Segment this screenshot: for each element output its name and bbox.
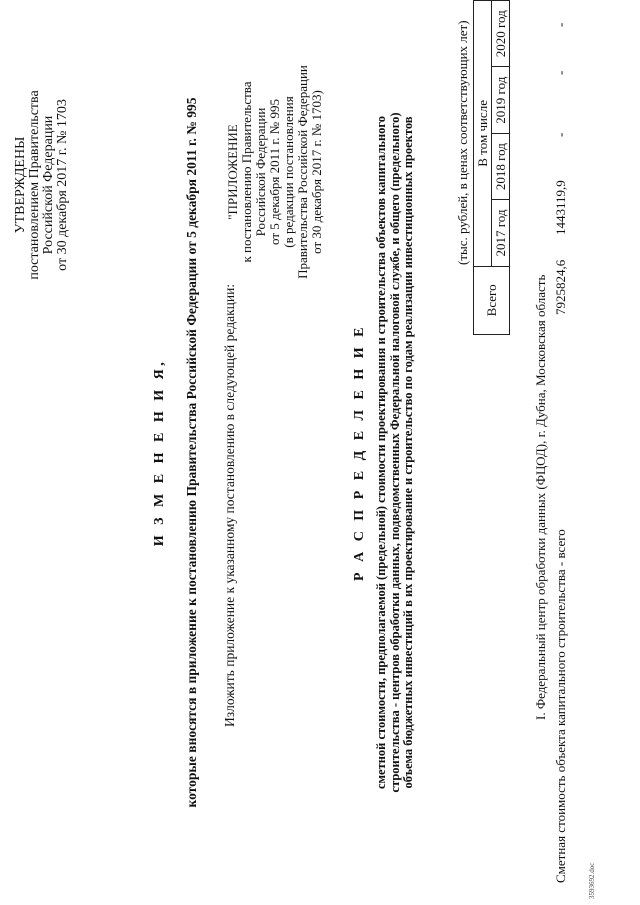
row-label: Сметная стоимость объекта капитального строительства - всего bbox=[553, 529, 568, 883]
row-value-2018: - bbox=[553, 132, 568, 137]
appendix-line: Правительства Российской Федерации bbox=[295, 65, 310, 279]
document-code: 3593692.doc bbox=[588, 862, 596, 899]
units-note: (тыс. рублей, в ценах соответствующих лет) bbox=[455, 20, 470, 265]
description-line: строительства - центров обработки данных, подведомственных Федеральной налоговой службе, и общего (предельного) bbox=[387, 112, 402, 793]
header-year-2017: 2017 год bbox=[492, 200, 510, 266]
row-value-2019: - bbox=[553, 70, 568, 75]
header-year-2020: 2020 год bbox=[492, 1, 510, 67]
approval-line: УТВЕРЖДЕНЫ bbox=[13, 136, 28, 234]
intro-text: Изложить приложение к указанному постановлению в следующей редакции: bbox=[222, 283, 237, 727]
changes-title: И З М Е Н Е Н И Я, bbox=[152, 358, 167, 547]
appendix-line: (в редакции постановления bbox=[281, 96, 296, 248]
header-total: Всего bbox=[474, 266, 510, 334]
distribution-title: Р А С П Р Е Д Е Л Е Н И Е bbox=[352, 324, 367, 581]
description-line: сметной стоимости, предполагаемой (предельной) стоимости проектирования и строительства объектов капитального bbox=[374, 115, 388, 790]
description-line: объема бюджетных инвестиций в их проектирование и строительство по годам реализации инвестиционных проектов bbox=[401, 116, 415, 789]
header-year-2018: 2018 год bbox=[492, 133, 510, 199]
row-value-total: 7925824,6 bbox=[553, 259, 568, 315]
distribution-description bbox=[375, 0, 416, 905]
appendix-line: от 30 декабря 2017 г. № 1703) bbox=[309, 90, 324, 254]
row-value-2020: - bbox=[553, 22, 568, 27]
approval-line: постановлением Правительства bbox=[27, 90, 42, 280]
header-year-2019: 2019 год bbox=[492, 67, 510, 133]
appendix-line: от 5 декабря 2011 г. № 995 bbox=[267, 99, 282, 245]
changes-subtitle: которые вносятся в приложение к постановлению Правительства Российской Федерации от 5 декабря 2011 г. № 995 bbox=[184, 97, 199, 808]
approval-block bbox=[14, 25, 70, 345]
row-value-2017: 1443119,9 bbox=[553, 180, 568, 235]
section-title: I. Федеральный центр обработки данных (ФЦОД), г. Дубна, Московская область bbox=[533, 274, 548, 720]
appendix-block bbox=[226, 7, 324, 337]
distribution-table-header bbox=[473, 0, 510, 335]
table-header-row bbox=[474, 1, 492, 335]
appendix-line: Российской Федерации bbox=[253, 107, 268, 237]
appendix-line: к постановлению Правительства bbox=[239, 81, 254, 263]
approval-line: от 30 декабря 2017 г. № 1703 bbox=[55, 99, 70, 271]
approval-line: Российской Федерации bbox=[41, 115, 56, 255]
appendix-line: "ПРИЛОЖЕНИЕ bbox=[225, 124, 240, 220]
header-including: В том числе bbox=[474, 1, 492, 267]
